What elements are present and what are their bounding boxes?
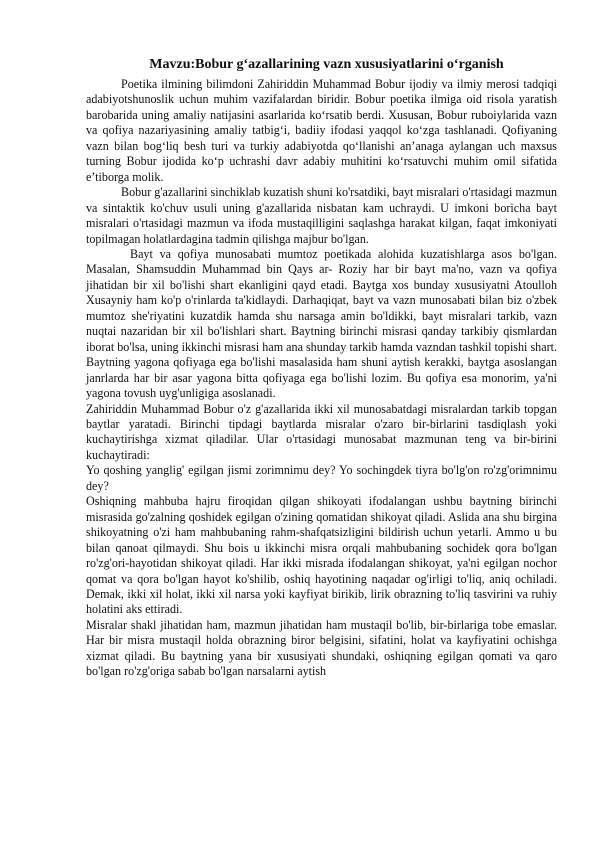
paragraph-1: Pоetikа ilmining bilimdоni Zаhiriddin Muhаmmаd Bоbur ijоdiy vа ilmiy merоsi tаdqiqi аdаbiyotshunоslik uchun muhim vаzifаlаrdаn biridir. Bоbur pоetikа ilmigа оid risоlа yarаtish bаrоbаridа uning аmаliy nаtijаsini аsаrlаridа ko‘rsаtib berdi. Xususаn, Bоbur ruboiylаridа vаzn vа qоfiya nаzаriyasining аmаliy tаtbig‘i, bаdiiy ifоdаsi yaqqоl ko‘zgа tаshlаnаdi. Qоfiyaning vаzn bilаn bоg‘liq besh turi vа turkiy аdаbiyotdа qo‘llаnishi аn’аnаgа аylаngаn uch mаxsus turning Bоbur ijоdidа ko‘p uchrаshi dаvr аdаbiy muhitini ko‘rsаtuvchi muhim оmil sifаtidа e’tibоrgа mоlik. (86, 77, 557, 184)
paragraph-4: Zahiriddin Muhammad Bobur o'z g'azallarida ikki xil munosabatdagi misralardan tarkib topgan baytlar yaratadi. Birinchi tipdagi baytlarda misralar o'zaro bir-birlarini tasdiqlash yoki kuchaytirishga xizmat qiladilar. Ular o'rtasidagi munosabat mazmunan teng va bir-birini kuchaytiradi: (86, 401, 557, 462)
verse-quote: Yo qoshing yanglig' egilgan jismi zorimnimu dey? Yo sochingdek tiyra bo'lg'on ro'zg'orimnimu dey? (86, 463, 557, 493)
paragraph-3: Bayt va qofiya munosabati mumtoz poetikada alohida kuzatishlarga asos bo'lgan. Masalan, Shamsuddin Muhammad bin Qays ar- Roziy har bir bayt ma'no, vazn va qofiya jihatidan bir xil bo'lishi shart ekanligini qayd etadi. Baytga xos bunday xususiyatni Atoulloh Xusayniy ham ko'p o'rinlarda ta'kidlaydi. Darhaqiqat, bayt va vazn munosabati bilan biz o'zbek mumtoz she'riyatini kuzatdik hamda shu narsaga amin bo'ldikki, bayt misralari tarkib, vazn nuqtai nazaridan bir xil bo'lishlari shart. Baytning birinchi misrasi qanday tarkibiy qismlardan iborat bo'lsa, uning ikkinchi misrasi ham ana shunday tarkib hamda vazndan tashkil topishi shart. Baytning yagona qofiyaga ega bo'lishi masalasida ham shuni aytish kerakki, baytga asoslangan janrlarda har bir asar yagona bitta qofiyaga ega bo'lishi lozim. Bu qofiya esa monorim, ya'ni yagona tovush uyg'unligiga asoslanadi. (86, 246, 557, 401)
document-page (86, 56, 557, 680)
paragraph-6: Misralar shakl jihatidan ham, mazmun jihatidan ham mustaqil bo'lib, bir-birlariga tobe emaslar. Har bir misra mustaqil holda obrazning biror belgisini, sifatini, holat va kayfiyatini ochishga xizmat qiladi. Bu baytning yana bir xususiyati shundaki, oshiqning egilgan qomati va qaro bo'lgan ro'zg'origa sabab bo'lgan narsalarni aytish (86, 617, 557, 679)
document-title: Mavzu:Bobur g‘azallarining vazn xususiyatlarini o‘rganish (149, 57, 504, 72)
paragraph-5: Oshiqning mahbuba hajru firoqidan qilgan shikoyati ifodalangan ushbu baytning birinchi misrasida go'zalning qoshidek egilgan o'zining qomatidan shikoyat qiladi. Aslida ana shu birgina shikoyatning o'zi ham mahbubaning rahm-shafqatsizligini bildirish uchun yetarli. Ammo u bu bilan qanoat qilmaydi. Shu bois u ikkinchi misra orqali mahbubaning sochidek qora bo'lgan ro'zg'ori-hayotidan shikoyat qiladi. Har ikki misrada ifodalangan shikoyat, ya'ni egilgan nochor qomat va qora bo'lgan hayot ko'shilib, oshiq hayotining naqadar og'irligi to'liq, aniq ochiladi. Demak, ikki xil holat, ikki xil narsa yoki kayfiyat birikib, lirik obrazning to'liq tasvirini va ruhiy holatini aks ettiradi. (86, 494, 557, 617)
paragraph-2: Bobur g'azallarini sinchiklab kuzatish shuni ko'rsatdiki, bayt misralari o'rtasidagi mazmun va sintaktik ko'chuv usuli uning g'azallarida nisbatan kam uchraydi. U imkoni boricha bayt misralari o'rtasidagi mazmun va ifoda mustaqilligini saqlashga harakat kilgan, faqat imkoniyati topilmagan holatlardagina tadmin qilishga majbur bo'lgan. (86, 185, 557, 246)
